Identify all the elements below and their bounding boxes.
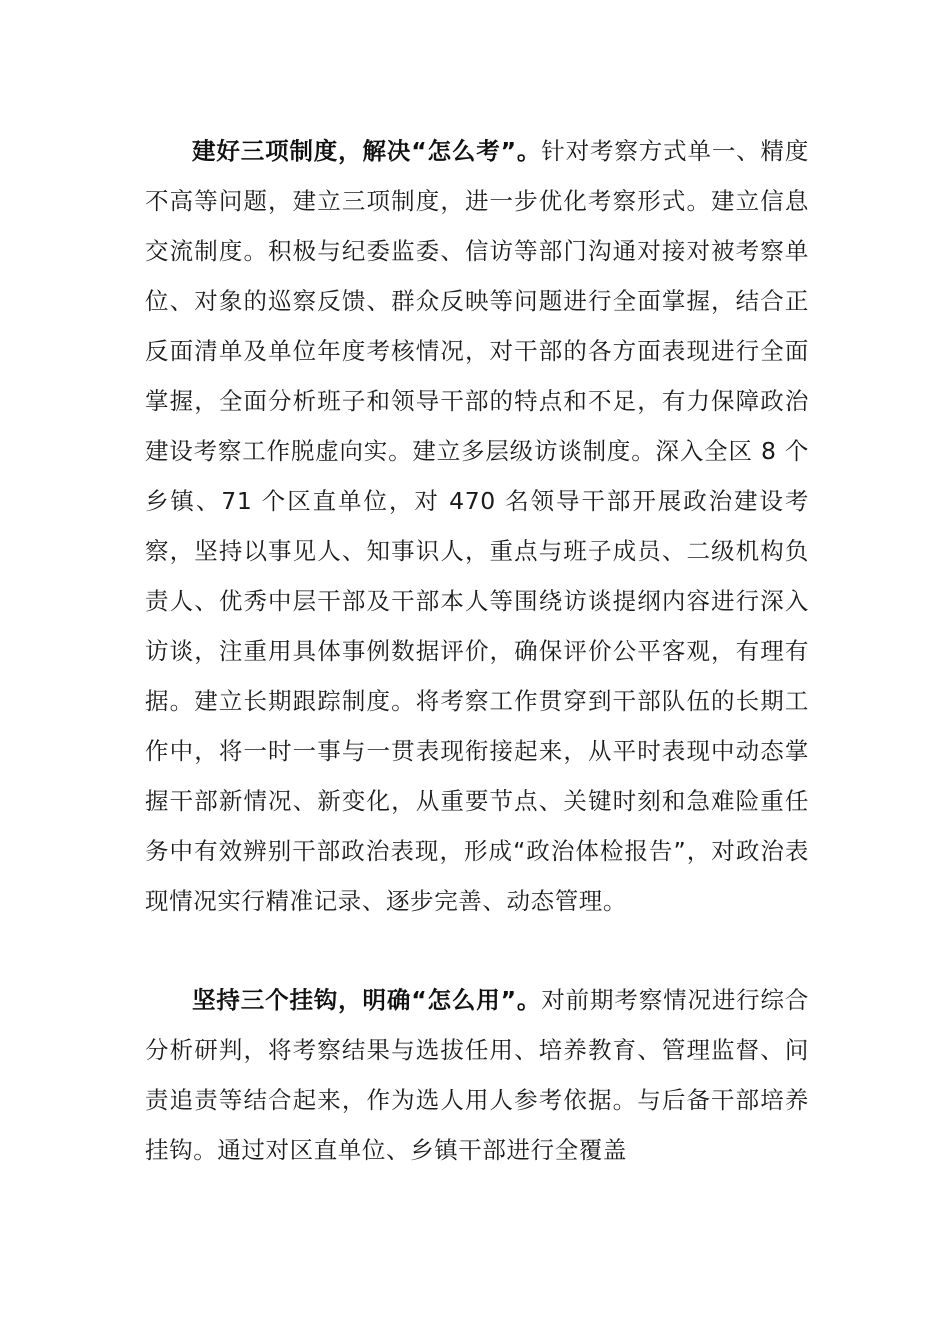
paragraph-three-systems bbox=[145, 126, 809, 926]
paragraph-text: 对前期考察情况进行综合分析研判，将考察结果与选拔任用、培养教育、管理监督、问责追责等结合起来，作为选人用人参考依据。与后备干部培养挂钩。通过对区直单位、乡镇干部进行全覆盖 bbox=[145, 986, 809, 1164]
paragraph-heading: 坚持三个挂钩，明确“怎么用”。 bbox=[192, 986, 542, 1014]
paragraph-heading: 建好三项制度，解决“怎么考”。 bbox=[192, 137, 542, 165]
paragraph-text: 针对考察方式单一、精度不高等问题，建立三项制度，进一步优化考察形式。建立信息交流制度。积极与纪委监委、信访等部门沟通对接对被考察单位、对象的巡察反馈、群众反映等问题进行全面掌握，结合正反面清单及单位年度考核情况，对干部的各方面表现进行全面掌握，全面分析班子和领导干部的特点和不足，有力保障政治建设考察工作脱虚向实。建立多层级访谈制度。深入全区 8 个乡镇、71 个区直单位，对 470 名领导干部开展政治建设考察，坚持以事见人、知事识人，重点与班子成员、二级机构负责人、优秀中层干部及干部本人等围绕访谈提纲内容进行深入访谈，注重用具体事例数据评价，确保评价公平客观，有理有据。建立长期跟踪制度。将考察工作贯穿到干部队伍的长期工作中，将一时一事与一贯表现衔接起来，从平时表现中动态掌握干部新情况、新变化，从重要节点、关键时刻和急难险重任务中有效辨别干部政治表现，形成“政治体检报告”，对政治表现情况实行精准记录、逐步完善、动态管理。 bbox=[145, 137, 809, 915]
document-body bbox=[145, 126, 809, 1175]
paragraph-three-links bbox=[145, 975, 809, 1175]
